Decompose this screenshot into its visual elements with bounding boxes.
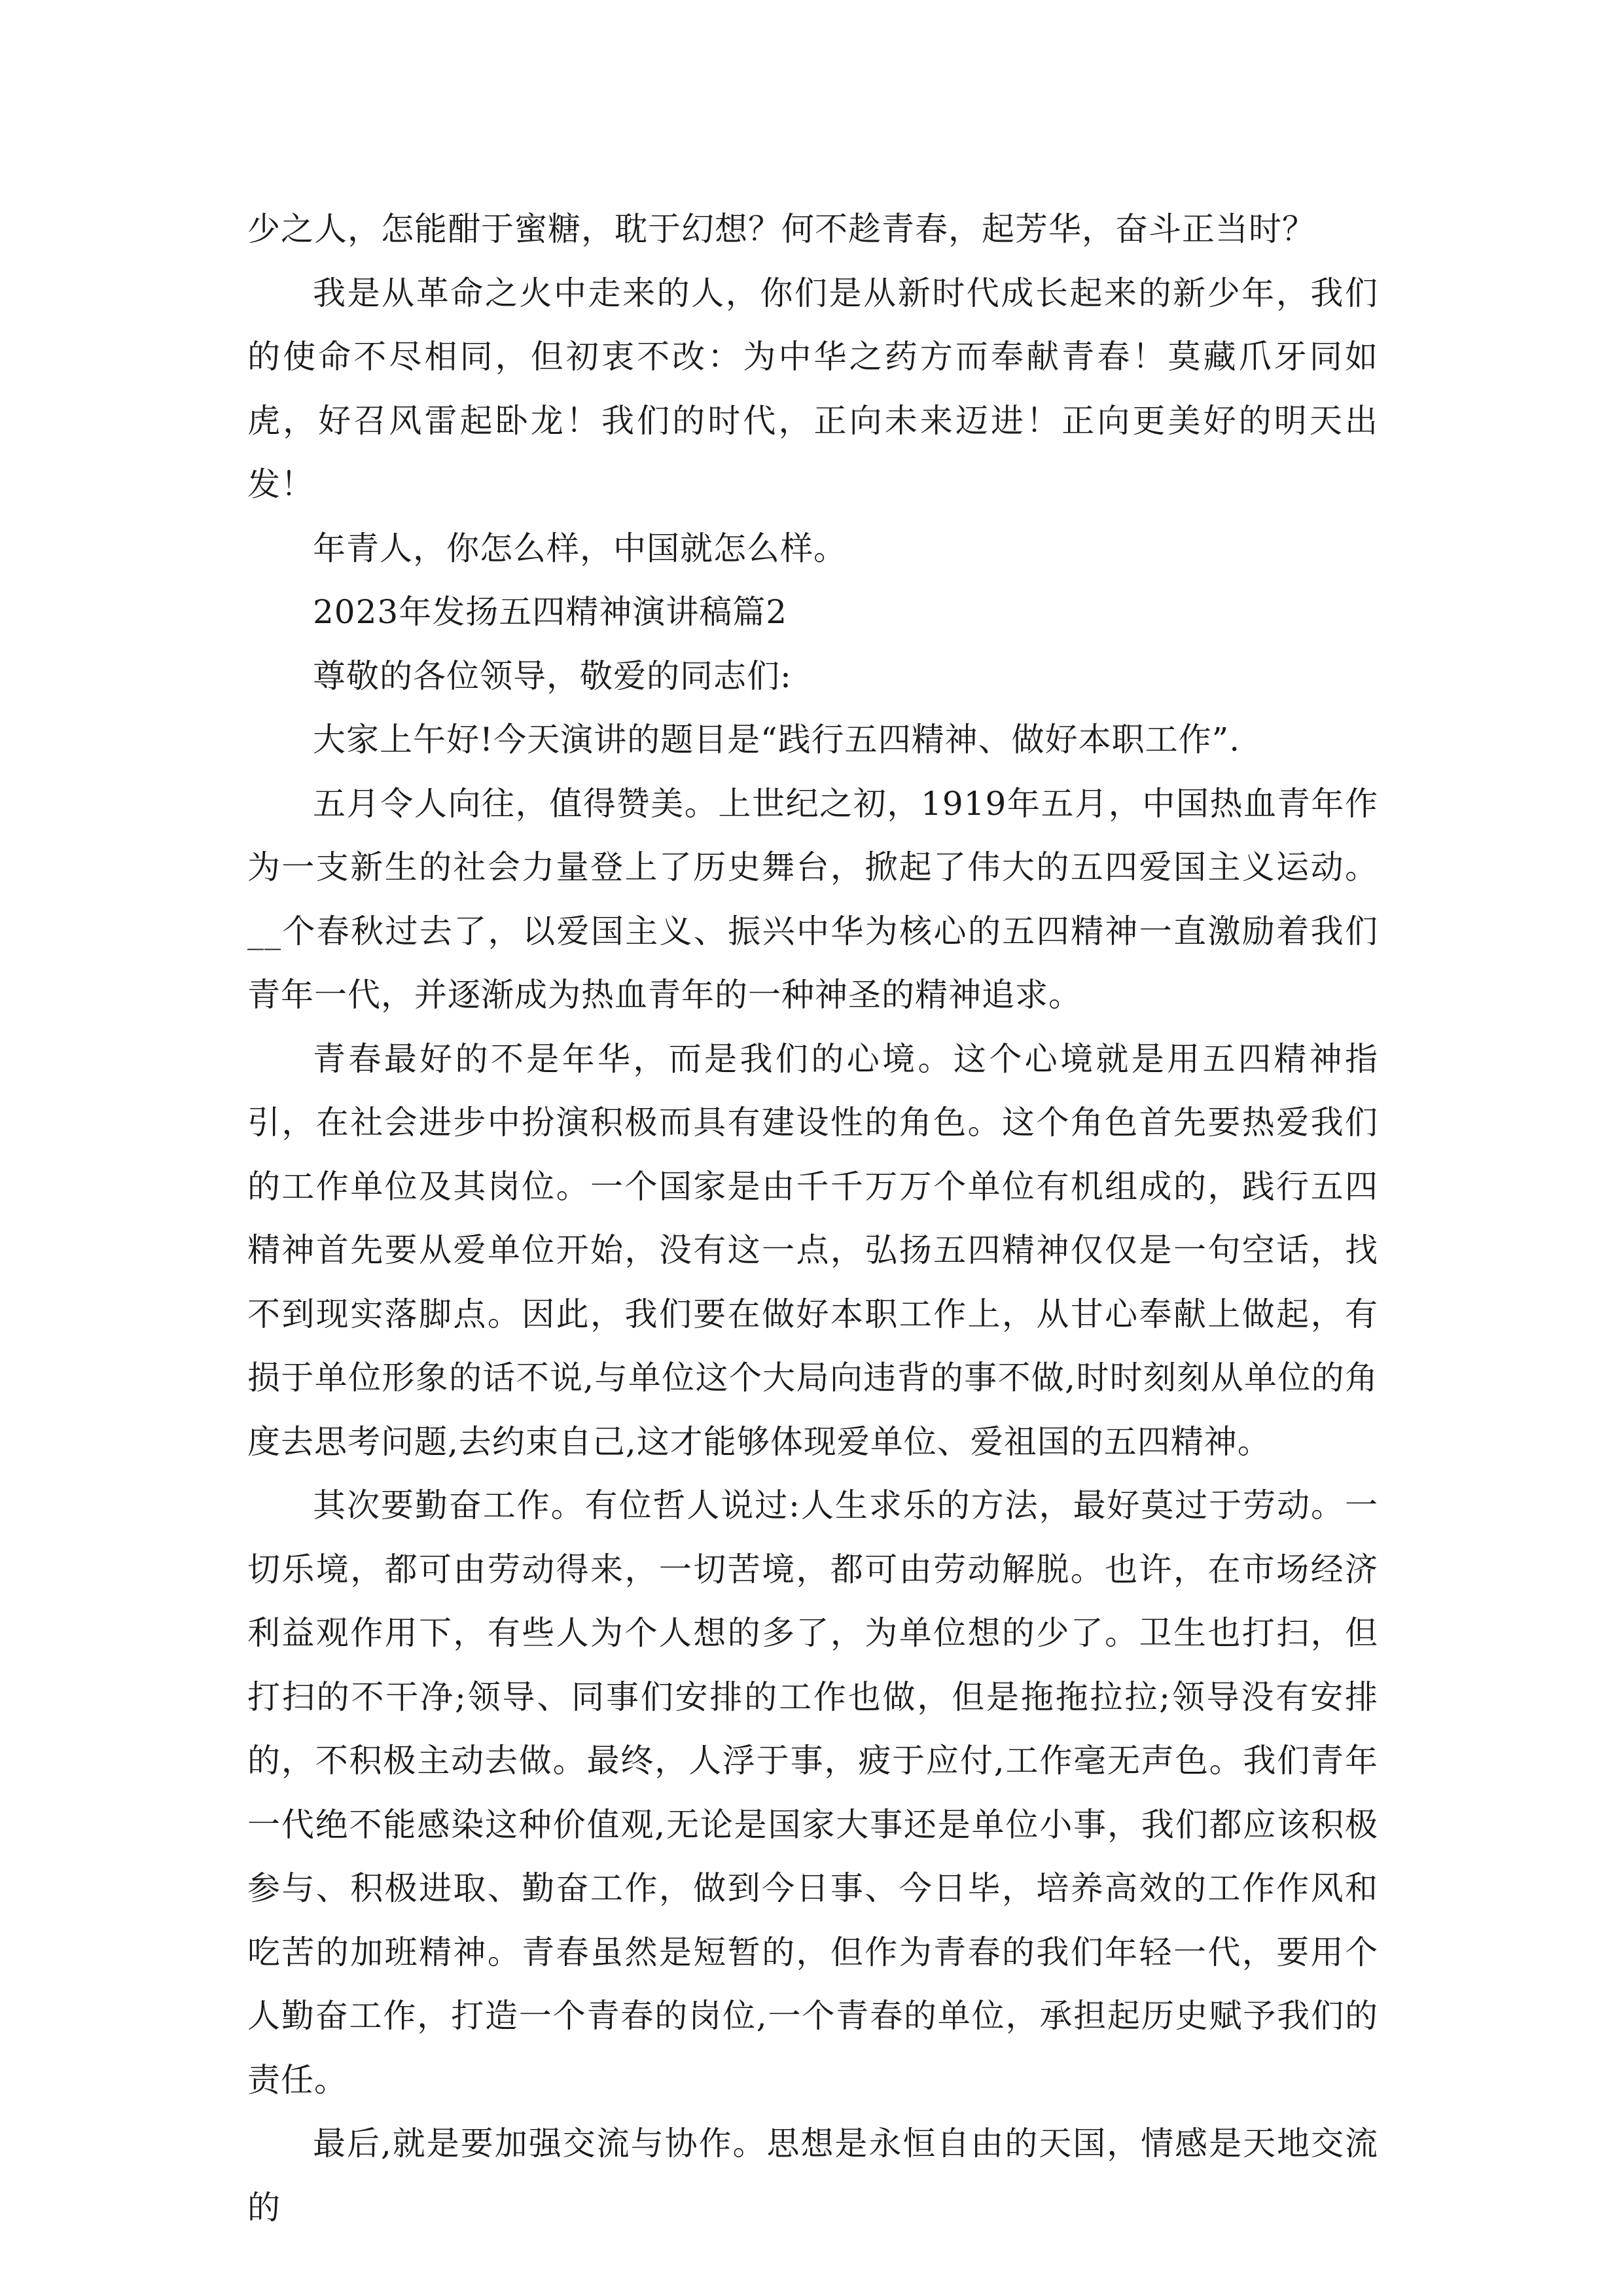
paragraph: 其次要勤奋工作。有位哲人说过:人生求乐的方法，最好莫过于劳动。一切乐境，都可由劳动得来，一切苦境，都可由劳动解脱。也许，在市场经济利益观作用下，有些人为个人想的多了，为单位想的少了。卫生也打扫，但打扫的不干净;领导、同事们安排的工作也做，但是拖拖拉拉;领导没有安排的，不积极主动去做。最终，人浮于事，疲于应付,工作毫无声色。我们青年一代绝不能感染这种价值观,无论是国家大事还是单位小事，我们都应该积极参与、积极进取、勤奋工作，做到今日事、今日毕，培养高效的工作作风和吃苦的加班精神。青春虽然是短暂的，但作为青春的我们年轻一代，要用个人勤奋工作，打造一个青春的岗位,一个青春的单位，承担起历史赋予我们的责任。: [247, 1486, 1378, 2099]
paragraph: 大家上午好!今天演讲的题目是“践行五四精神、做好本职工作”.: [313, 721, 1241, 759]
document-body: [247, 198, 1378, 2240]
paragraph: 年青人，你怎么样，中国就怎么样。: [313, 529, 847, 567]
paragraph: 我是从革命之火中走来的人，你们是从新时代成长起来的新少年，我们的使命不尽相同，但初衷不改：为中华之药方而奉献青春！莫藏爪牙同如虎，好召风雷起卧龙！我们的时代，正向未来迈进！正向更美好的明天出发！: [247, 274, 1378, 503]
paragraph-continuation: 少之人，怎能酣于蜜糖，耽于幻想？何不趁青春，起芳华，奋斗正当时？: [247, 210, 1315, 248]
salutation: 尊敬的各位领导，敬爱的同志们:: [313, 656, 792, 695]
paragraph: 青春最好的不是年华，而是我们的心境。这个心境就是用五四精神指引，在社会进步中扮演积极而具有建设性的角色。这个角色首先要热爱我们的工作单位及其岗位。一个国家是由千千万万个单位有机组成的，践行五四精神首先要从爱单位开始，没有这一点，弘扬五四精神仅仅是一句空话，找不到现实落脚点。因此，我们要在做好本职工作上，从甘心奉献上做起，有损于单位形象的话不说,与单位这个大局向违背的事不做,时时刻刻从单位的角度去思考问题,去约束自己,这才能够体现爱单位、爱祖国的五四精神。: [247, 1039, 1378, 1461]
paragraph: 最后,就是要加强交流与协作。思想是永恒自由的天国，情感是天地交流的: [247, 2125, 1378, 2227]
section-heading: 2023年发扬五四精神演讲稿篇2: [313, 593, 788, 631]
paragraph: 五月令人向往，值得赞美。上世纪之初，1919年五月，中国热血青年作为一支新生的社会力量登上了历史舞台，掀起了伟大的五四爱国主义运动。__个春秋过去了，以爱国主义、振兴中华为核心的五四精神一直激励着我们青年一代，并逐渐成为热血青年的一种神圣的精神追求。: [247, 784, 1378, 1014]
